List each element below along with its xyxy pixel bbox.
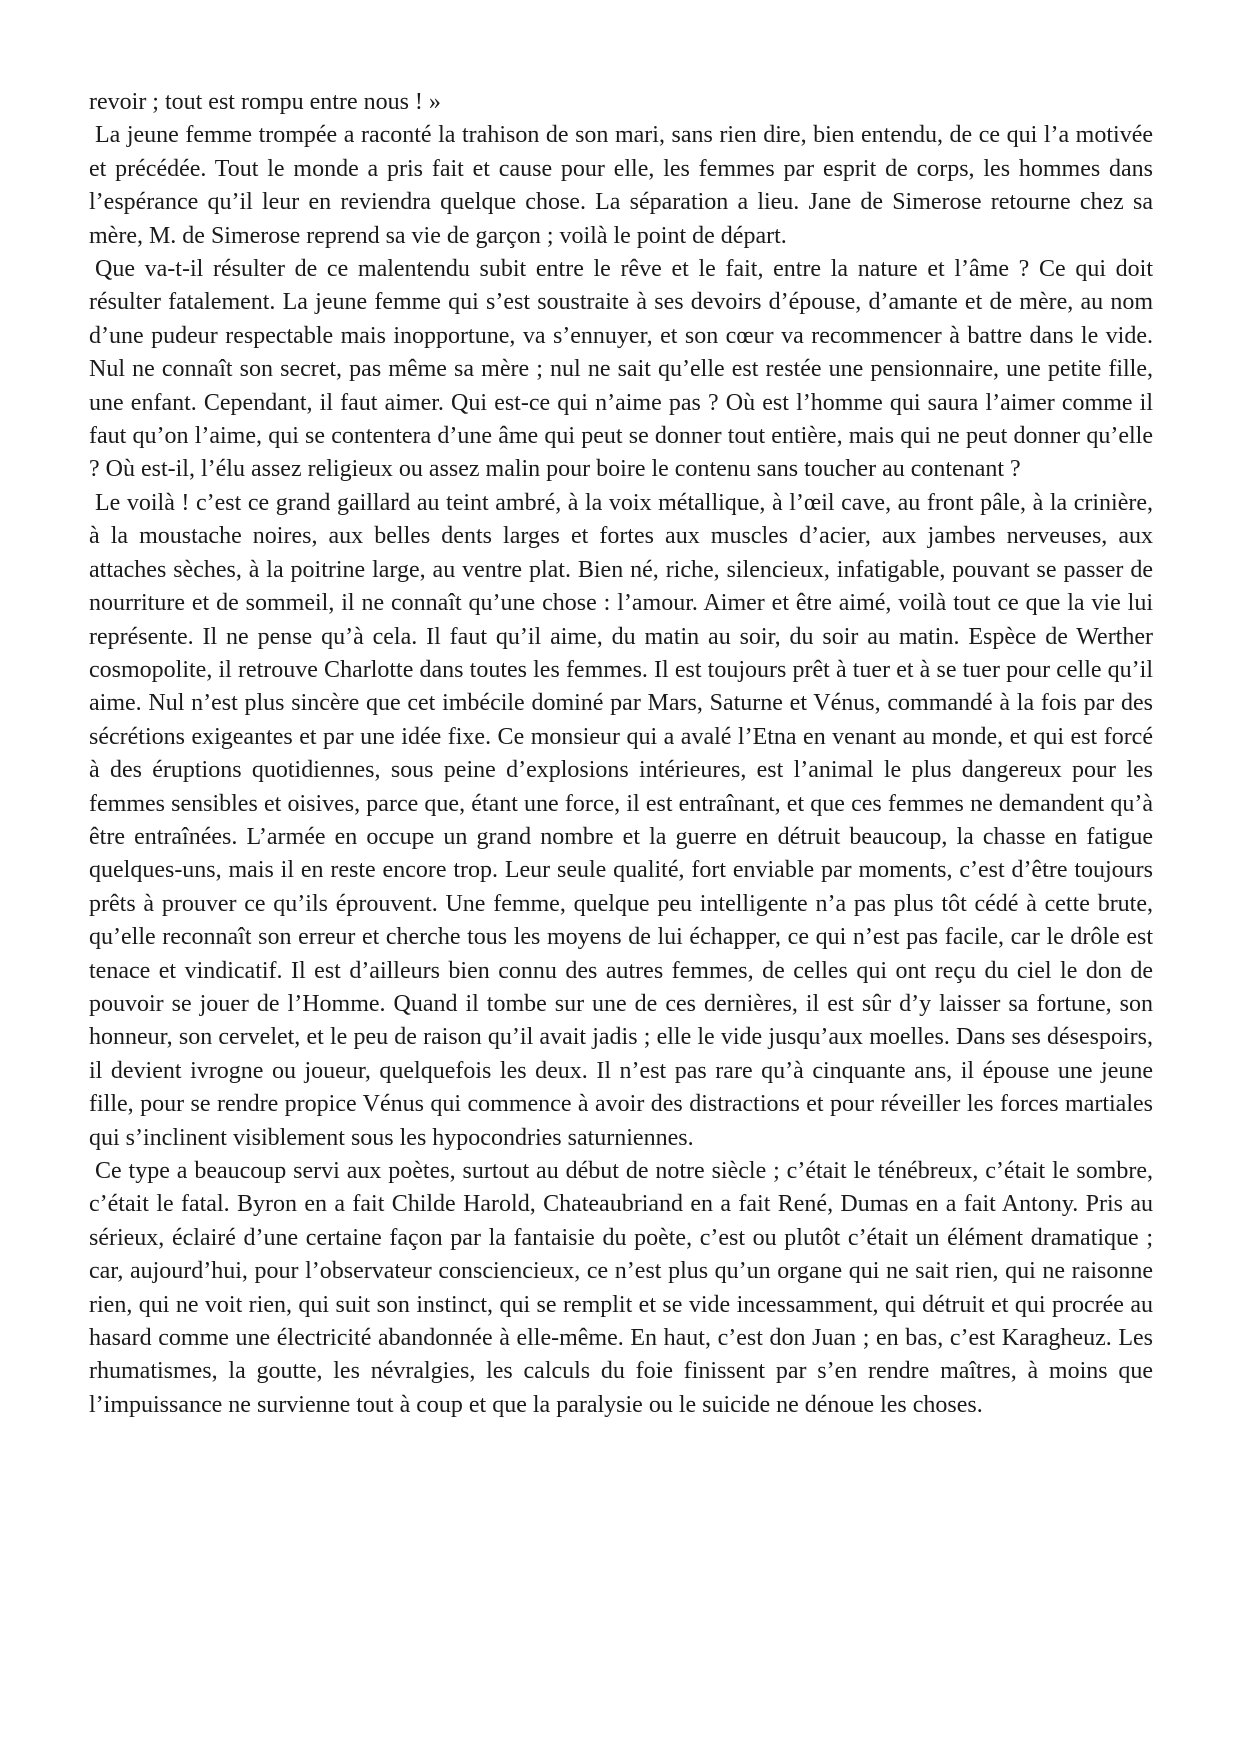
paragraph: Le voilà ! c’est ce grand gaillard au teint ambré, à la voix métallique, à l’œil cave, au front pâle, à la crinière, à la moustache noires, aux belles dents larges et fortes aux muscles d’acier, aux jambes nerveuses, aux attaches sèches, à la poitrine large, au ventre plat. Bien né, riche, silencieux, infatigable, pouvant se passer de nourriture et de sommeil, il ne connaît qu’une chose : l’amour. Aimer et être aimé, voilà tout ce que la vie lui représente. Il ne pense qu’à cela. Il faut qu’il aime, du matin au soir, du soir au matin. Espèce de Werther cosmopolite, il retrouve Charlotte dans toutes les femmes. Il est toujours prêt à tuer et à se tuer pour celle qu’il aime. Nul n’est plus sincère que cet imbécile dominé par Mars, Saturne et Vénus, commandé à la fois par des sécrétions exigeantes et par une idée fixe. Ce monsieur qui a avalé l’Etna en venant au monde, et qui est forcé à des éruptions quotidiennes, sous peine d’explosions intérieures, est l’animal le plus dangereux pour les femmes sensibles et oisives, parce que, étant une force, il est entraînant, et que ces femmes ne demandent qu’à être entraînées. L’armée en occupe un grand nombre et la guerre en détruit beaucoup, la chasse en fatigue quelques-uns, mais il en reste encore trop. Leur seule qualité, fort enviable par moments, c’est d’être toujours prêts à prouver ce qu’ils éprouvent. Une femme, quelque peu intelligente n’a pas plus tôt cédé à cette brute, qu’elle reconnaît son erreur et cherche tous les moyens de lui échapper, ce qui n’est pas facile, car le drôle est tenace et vindicatif. Il est d’ailleurs bien connu des autres femmes, de celles qui ont reçu du ciel le don de pouvoir se jouer de l’Homme. Quand il tombe sur une de ces dernières, il est sûr d’y laisser sa fortune, son honneur, son cervelet, et le peu de raison qu’il avait jadis ; elle le vide jusqu’aux moelles. Dans ses désespoirs, il devient ivrogne ou joueur, quelquefois les deux. Il n’est pas rare qu’à cinquante ans, il épouse une jeune fille, pour se rendre propice Vénus qui commence à avoir des distractions et pour réveiller les forces martiales qui s’inclinent visiblement sous les hypocondries saturniennes. — [89, 489, 1153, 1151]
paragraph: Ce type a beaucoup servi aux poètes, surtout au début de notre siècle ; c’était le ténébreux, c’était le sombre, c’était le fatal. Byron en a fait Childe Harold, Chateaubriand en a fait René, Dumas en a fait Antony. Pris au sérieux, éclairé d’une certaine façon par la fantaisie du poète, c’est ou plutôt c’était un élément dramatique ; car, aujourd’hui, pour l’observateur consciencieux, ce n’est plus qu’un organe qui ne sait rien, qui ne raisonne rien, qui ne voit rien, qui suit son instinct, qui se remplit et se vide incessamment, qui détruit et qui procrée au hasard comme une électricité abandonnée à elle-même. En haut, c’est don Juan ; en bas, c’est Karagheuz. Les rhumatismes, la goutte, les névralgies, les calculs du foie finissent par s’en rendre maîtres, à moins que l’impuissance ne survienne tout à coup et que la paralysie ou le suicide ne dénoue les choses. — [89, 1158, 1153, 1418]
paragraph: La jeune femme trompée a raconté la trahison de son mari, sans rien dire, bien entendu, de ce qui l’a motivée et précédée. Tout le monde a pris fait et cause pour elle, les femmes par esprit de corps, les hommes dans l’espérance qu’il leur en reviendra quelque chose. La séparation a lieu. Jane de Simerose retourne chez sa mère, M. de Simerose reprend sa vie de garçon ; voilà le point de départ. — [89, 122, 1153, 249]
document-page — [89, 86, 1153, 1422]
paragraph-continuation: revoir ; tout est rompu entre nous ! » — [89, 89, 441, 115]
paragraph: Que va-t-il résulter de ce malentendu subit entre le rêve et le fait, entre la nature et l’âme ? Ce qui doit résulter fatalement. La jeune femme qui s’est soustraite à ses devoirs d’épouse, d’amante et de mère, au nom d’une pudeur respectable mais inopportune, va s’ennuyer, et son cœur va recommencer à battre dans le vide. Nul ne connaît son secret, pas même sa mère ; nul ne sait qu’elle est restée une pensionnaire, une petite fille, une enfant. Cependant, il faut aimer. Qui est-ce qui n’aime pas ? Où est l’homme qui saura l’aimer comme il faut qu’on l’aime, qui se contentera d’une âme qui peut se donner tout entière, mais qui ne peut donner qu’elle ? Où est-il, l’élu assez religieux ou assez malin pour boire le contenu sans toucher au contenant ? — [89, 256, 1153, 483]
